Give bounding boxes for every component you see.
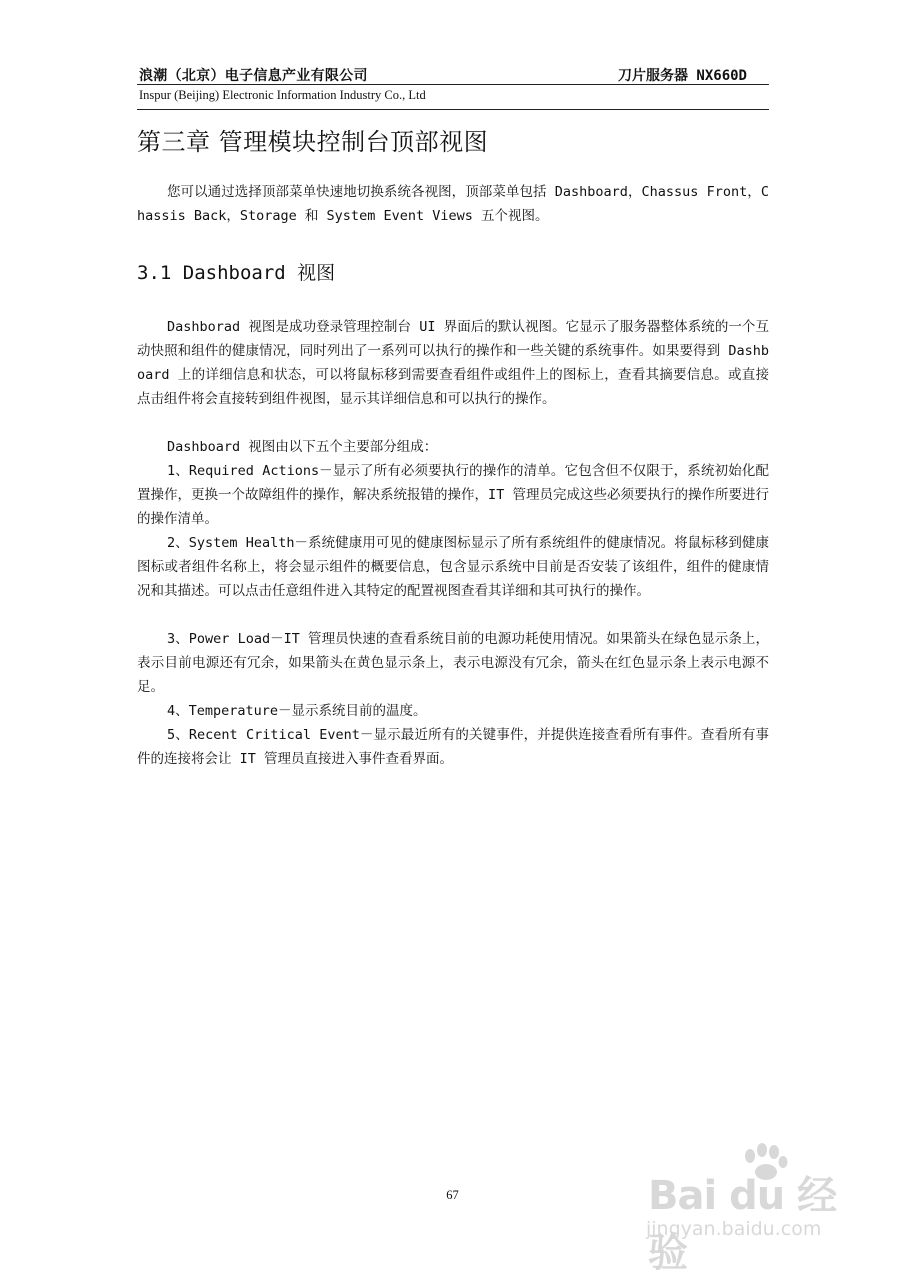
paragraph-recent-critical-event: 5、Recent Critical Event－显示最近所有的关键事件，并提供连接查看所有事件。查看所有事件的连接将会让 IT 管理员直接进入事件查看界面。 <box>137 727 769 767</box>
chapter-title: 第三章 管理模块控制台顶部视图 <box>137 128 489 156</box>
intro-paragraph: 您可以通过选择顶部菜单快速地切换系统各视图，顶部菜单包括 Dashboard，Chassus Front，Chassis Back，Storage 和 System Event Views 五个视图。 <box>137 184 769 224</box>
paragraph-temperature: 4、Temperature－显示系统目前的温度。 <box>167 703 427 719</box>
header-bottom-rule <box>137 109 769 110</box>
paragraph-system-health: 2、System Health－系统健康用可见的健康图标显示了所有系统组件的健康情况。将鼠标移到健康图标或者组件名称上，将会显示组件的概要信息，包含显示系统中目前是否安装了该组件，组件的健康情况和其描述。可以点击任意组件进入其特定的配置视图查看其详细和其可执行的操作。 <box>137 535 769 599</box>
section-title: 3.1 Dashboard 视图 <box>137 262 336 284</box>
paragraph-parts-intro: Dashboard 视图由以下五个主要部分组成： <box>167 439 438 455</box>
watermark-brand: Bai du 经验 <box>648 1173 837 1276</box>
header-company-name: 浪潮（北京）电子信息产业有限公司 <box>139 68 368 84</box>
paragraph-overview: Dashborad 视图是成功登录管理控制台 UI 界面后的默认视图。它显示了服务器整体系统的一个互动快照和组件的健康情况，同时列出了一系列可以执行的操作和一些关键的系统事件。如果要得到 Dashboard 上的详细信息和状态，可以将鼠标移到需要查看组件或组件上的图标上，查看其摘要信息。或直接点击组件将会直接转到组件视图，显示其详细信息和可以执行的操作。 <box>137 319 769 407</box>
watermark-url: jingyan.baidu.com <box>646 1218 822 1240</box>
page-number: 67 <box>446 1188 459 1202</box>
header-rule <box>137 84 769 85</box>
paragraph-power-load: 3、Power Load－IT 管理员快速的查看系统目前的电源功耗使用情况。如果箭头在绿色显示条上，表示目前电源还有冗余，如果箭头在黄色显示条上，表示电源没有冗余，箭头在红色显示条上表示电源不足。 <box>137 631 769 695</box>
header-company-english: Inspur (Beijing) Electronic Information Industry Co., Ltd <box>139 88 426 102</box>
paragraph-required-actions: 1、Required Actions－显示了所有必须要执行的操作的清单。它包含但不仅限于，系统初始化配置操作，更换一个故障组件的操作，解决系统报错的操作，IT 管理员完成这些必须要执行的操作所要进行的操作清单。 <box>137 463 769 527</box>
header-product-name: 刀片服务器 NX660D <box>617 68 747 84</box>
baidu-jingyan-watermark <box>640 1142 870 1276</box>
